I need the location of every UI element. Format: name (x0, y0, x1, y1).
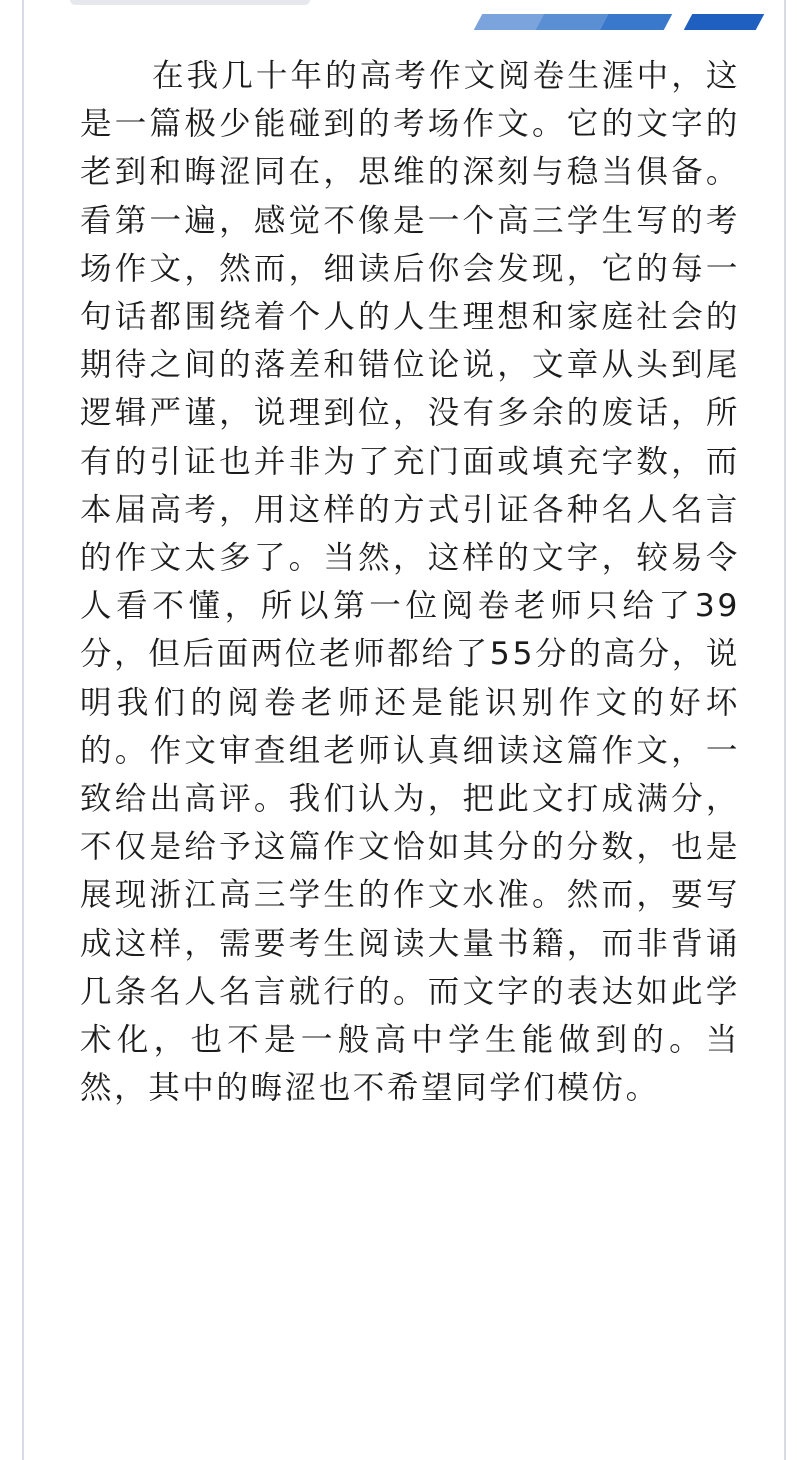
decorative-stripe (600, 14, 673, 30)
top-frame-shadow (70, 0, 310, 5)
decorative-stripe (536, 14, 609, 30)
article-paragraph: 在我几十年的高考作文阅卷生涯中，这是一篇极少能碰到的考场作文。它的文字的老到和晦涩同在，思维的深刻与稳当俱备。看第一遍，感觉不像是一个高三学生写的考场作文，然而，细读后你会发现，它的每一句话都围绕着个人的人生理想和家庭社会的期待之间的落差和错位论说，文章从头到尾逻辑严谨，说理到位，没有多余的废话，所有的引证也并非为了充门面或填充字数，而本届高考，用这样的方式引证各种名人名言的作文太多了。当然，这样的文字，较易令人看不懂，所以第一位阅卷老师只给了39分，但后面两位老师都给了55分的高分，说明我们的阅卷老师还是能识别作文的好坏的。作文审查组老师认真细读这篇作文，一致给出高评。我们认为，把此文打成满分，不仅是给予这篇作文恰如其分的分数，也是展现浙江高三学生的作文水准。然而，要写成这样，需要考生阅读大量书籍，而非背诵几条名人名言就行的。而文字的表达如此学术化，也不是一般高中学生能做到的。当然，其中的晦涩也不希望同学们模仿。 (80, 58, 740, 1107)
decorative-stripe (684, 14, 765, 30)
decorative-stripe (474, 14, 547, 30)
left-border-line (22, 0, 24, 1460)
right-border-line (784, 0, 786, 1460)
